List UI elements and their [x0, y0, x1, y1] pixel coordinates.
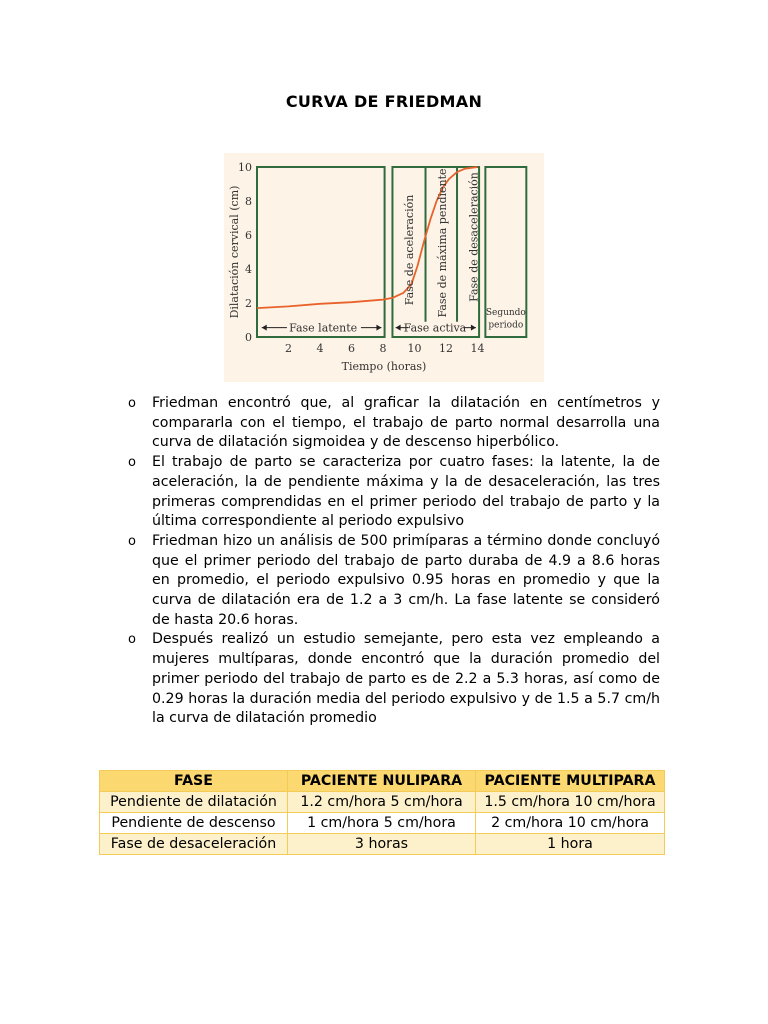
header-fase: FASE — [100, 771, 288, 792]
x-tick-label: 14 — [470, 342, 485, 355]
bullet-marker: o — [128, 632, 136, 648]
y-axis-label: Dilatación cervical (cm) — [228, 185, 241, 319]
active-arrowhead-left — [396, 325, 401, 331]
page-title: CURVA DE FRIEDMAN — [285, 92, 483, 111]
x-axis-label: Tiempo (horas) — [341, 360, 427, 373]
header-nulipara: PACIENTE NULIPARA — [288, 771, 476, 792]
max-slope-label: Fase de máxima pendiente — [436, 168, 449, 318]
active-phase-label: Fase activa — [403, 321, 467, 335]
header-multipara: PACIENTE MULTIPARA — [476, 771, 665, 792]
table-cell: 1.2 cm/hora 5 cm/hora — [288, 792, 476, 813]
y-tick-label: 8 — [245, 195, 252, 208]
x-tick-label: 10 — [407, 342, 422, 355]
bullet-marker: o — [128, 396, 136, 411]
acceleration-label: Fase de aceleración — [402, 194, 416, 306]
latent-arrowhead-right — [376, 325, 381, 331]
table-row — [100, 792, 665, 813]
y-tick-label: 2 — [245, 297, 252, 310]
bullet-text: El trabajo de parto se caracteriza por cuatro fases: la latente, la de aceleración, la de pendiente máxima y la de desaceleración, las tres primeras comprendidas en el primer periodo del trabajo de parto y la última correspondiente al periodo expulsivo — [152, 454, 660, 530]
x-tick-label: 12 — [439, 342, 453, 355]
list-item — [128, 532, 660, 631]
bullet-text: Después realizó un estudio semejante, pero esta vez empleando a mujeres multíparas, donde encontró que la duración promedio del primer periodo del trabajo de parto es de 2.2 a 5.3 horas, así como de 0.29 horas la duración media del periodo expulsivo y de 1.5 a 5.7 cm/h la curva de dilatación promedio — [152, 631, 660, 727]
y-tick-label: 0 — [245, 331, 252, 344]
table-cell: 1.5 cm/hora 10 cm/hora — [476, 792, 665, 813]
table-cell: Pendiente de dilatación — [100, 792, 288, 813]
table-row — [100, 813, 665, 834]
table-cell: Fase de desaceleración — [100, 834, 288, 855]
list-item — [128, 394, 660, 453]
x-tick-label: 4 — [316, 342, 324, 355]
latent-phase-box — [257, 167, 385, 337]
deceleration-label: Fase de desaceleración — [467, 172, 481, 302]
x-tick-label: 8 — [379, 342, 387, 355]
table-cell: 1 cm/hora 5 cm/hora — [288, 813, 476, 834]
bullet-text: Friedman hizo un análisis de 500 primíparas a término donde concluyó que el primer periodo del trabajo de parto duraba de 4.9 a 8.6 horas en promedio, el periodo expulsivo 0.95 horas en promedio y que la curva de dilatación era de 1.2 a 3 cm/h. La fase latente se consideró de hasta 20.6 horas. — [152, 532, 660, 628]
second-period-label-line1: Segundo — [485, 307, 526, 318]
table-cell: 1 hora — [476, 834, 665, 855]
phase-table — [99, 770, 665, 855]
y-tick-label: 10 — [238, 161, 252, 174]
table-cell: 3 horas — [288, 834, 476, 855]
table-cell: Pendiente de descenso — [100, 813, 288, 834]
bullet-marker: o — [128, 455, 136, 471]
list-item — [128, 453, 660, 532]
x-tick-label: 2 — [285, 342, 292, 355]
latent-phase-label: Fase latente — [289, 321, 358, 335]
x-tick-label: 6 — [348, 342, 355, 355]
y-tick-label: 4 — [245, 263, 252, 276]
list-item — [128, 630, 660, 729]
bullet-text: Friedman encontró que, al graficar la dilatación en centímetros y compararla con el tiempo, el trabajo de parto normal desarrolla una curva de dilatación sigmoidea y de descenso hiperbólico. — [152, 395, 660, 451]
latent-arrowhead-left — [262, 325, 267, 331]
active-arrowhead-right — [471, 325, 476, 331]
bullet-list — [128, 394, 660, 729]
friedman-curve-figure — [224, 153, 544, 382]
y-tick-label: 6 — [245, 229, 252, 242]
table-row — [100, 834, 665, 855]
table-cell: 2 cm/hora 10 cm/hora — [476, 813, 665, 834]
friedman-chart — [224, 153, 544, 382]
second-period-label-line2: periodo — [488, 320, 524, 331]
bullet-marker: o — [128, 533, 136, 549]
table-header-row — [100, 771, 665, 792]
